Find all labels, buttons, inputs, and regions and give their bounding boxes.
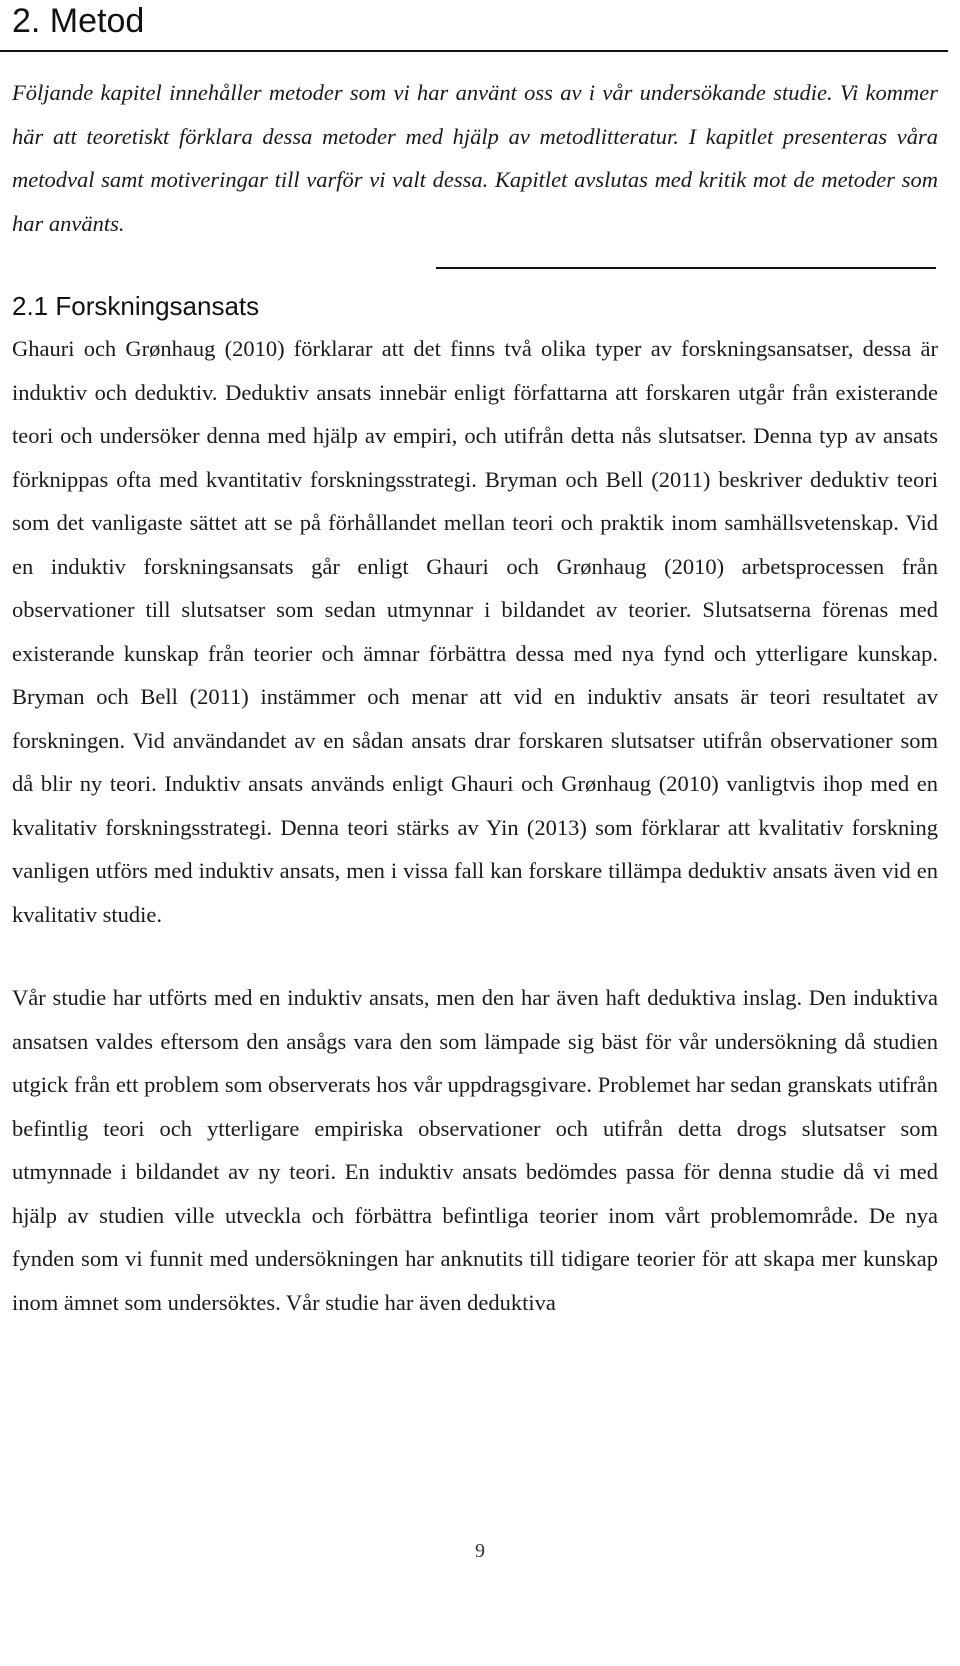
page-number: 9 — [475, 1540, 485, 1562]
body-paragraph: Vår studie har utförts med en induktiv ansats, men den har även haft deduktiva inslag. Den induktiva ansatsen valdes eftersom den ansågs vara den som lämpade sig bäst för vår undersökning då studien utgick från ett problem som observerats hos vår uppdragsgivare. Problemet har sedan granskats utifrån befintlig teori och ytterligare empiriska observationer och utifrån detta drogs slutsatser som utmynnade i bildandet av ny teori. En induktiv ansats bedömdes passa för denna studie då vi med hjälp av studien ville utveckla och förbättra befintliga teorier inom vårt problemområde. De nya fynden som vi funnit med undersökningen har anknutits till tidigare teorier för att skapa mer kunskap inom ämnet som undersöktes. Vår studie har även deduktiva — [12, 985, 938, 1315]
body-paragraph: Ghauri och Grønhaug (2010) förklarar att det finns två olika typer av forskningsansatser, dessa är induktiv och deduktiv. Deduktiv ansats innebär enligt författarna att forskaren utgår från existerande teori och undersöker denna med hjälp av empiri, och utifrån detta nås slutsatser. Denna typ av ansats förknippas ofta med kvantitativ forskningsstrategi. Bryman och Bell (2011) beskriver deduktiv teori som det vanligaste sättet att se på förhållandet mellan teori och praktik inom samhällsvetenskap. Vid en induktiv forskningsansats går enligt Ghauri och Grønhaug (2010) arbetsprocessen från observationer till slutsatser som sedan utmynnar i bildandet av teorier. Slutsatserna förenas med existerande kunskap från teorier och ämnar förbättra dessa med nya fynd och ytterligare kunskap. Bryman och Bell (2011) instämmer och menar att vid en induktiv ansats är teori resultatet av forskningen. Vid användandet av en sådan ansats drar forskaren slutsatser utifrån observationer som då blir ny teori. Induktiv ansats används enligt Ghauri och Grønhaug (2010) vanligtvis ihop med en kvalitativ forskningsstrategi. Denna teori stärks av Yin (2013) som förklarar att kvalitativ forskning vanligen utförs med induktiv ansats, men i vissa fall kan forskare tillämpa deduktiv ansats även vid en kvalitativ studie. — [12, 336, 938, 927]
chapter-title: 2. Metod — [12, 2, 145, 40]
document-page — [12, 0, 938, 1324]
chapter-divider — [0, 50, 948, 52]
section-title: 2.1 Forskningsansats — [12, 291, 260, 321]
section-divider — [436, 267, 936, 269]
chapter-intro: Följande kapitel innehåller metoder som vi har använt oss av i vår undersökande studie. Vi kommer här att teoretiskt förklara dessa metoder med hjälp av metodlitteratur. I kapitlet presenteras våra metodval samt motiveringar till varför vi valt dessa. Kapitlet avslutas med kritik mot de metoder som har använts. — [12, 80, 938, 236]
